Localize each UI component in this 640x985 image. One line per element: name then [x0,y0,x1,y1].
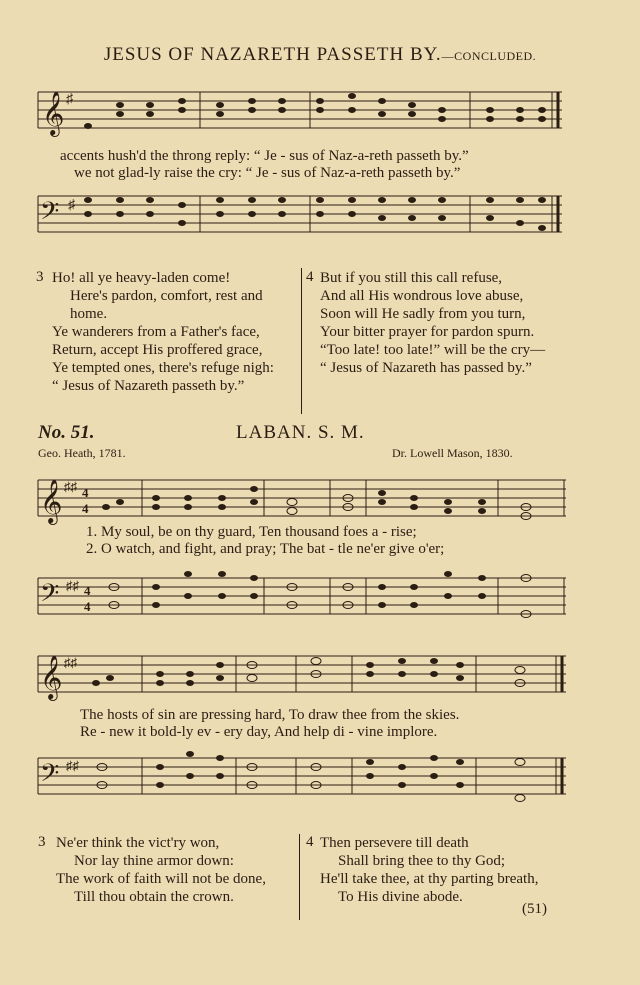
verse-4-bottom [320,834,570,906]
verse-line: “Too late! too late!” will be the cry— [320,342,546,358]
svg-text:𝄢: 𝄢 [40,197,60,232]
verse-line: Ye wanderers from a Father's face, [52,324,260,340]
svg-text:♯♯: ♯♯ [64,655,77,670]
verse-4-bottom-number: 4 [306,834,314,850]
laban-bass-staff-2 [30,748,570,812]
column-divider [299,834,300,920]
page-title-sub: —CONCLUDED. [441,49,537,63]
svg-text:𝄢: 𝄢 [40,579,60,614]
svg-text:𝄢: 𝄢 [40,759,60,794]
svg-text:♯♯: ♯♯ [66,758,79,773]
svg-text:4: 4 [84,599,91,614]
verse-4-top [320,269,570,377]
top-bass-staff [30,188,570,252]
verse-line: He'll take thee, at thy parting breath, [320,871,539,887]
verse-line: Till thou obtain the crown. [74,889,234,905]
verse-line: Ne'er think the vict'ry won, [56,835,220,851]
page-number: (51) [522,901,547,917]
laban-lyric-1-2: 2. O watch, and fight, and pray; The bat - tle ne'er give o'er; [86,541,445,557]
hymn-number: No. 51. [38,422,95,443]
svg-text:♯♯: ♯♯ [66,578,79,593]
verse-4-top-number: 4 [306,269,314,285]
verse-line: But if you still this call refuse, [320,270,503,286]
svg-text:𝄞: 𝄞 [40,655,63,699]
laban-lyric-1-1: 1. My soul, be on thy guard, Ten thousand foes a - rise; [86,524,417,540]
verse-line: “ Jesus of Nazareth passeth by.” [52,378,245,394]
verse-line: Then persevere till death [320,835,469,851]
svg-text:4: 4 [82,485,89,500]
top-treble-staff [30,82,570,150]
top-lyric-line-2: we not glad-ly raise the cry: “ Je - sus of Naz-a-reth passeth by.” [74,165,461,181]
verse-3-top-number: 3 [36,269,44,285]
verse-line: Nor lay thine armor down: [74,853,234,869]
hymn-author: Geo. Heath, 1781. [38,446,126,460]
verse-line: Your bitter prayer for pardon spurn. [320,324,535,340]
svg-text:𝄞: 𝄞 [40,479,63,523]
svg-text:♯♯: ♯♯ [64,479,77,494]
verse-line: “ Jesus of Nazareth has passed by.” [320,360,532,376]
verse-line: Ye tempted ones, there's refuge nigh: [52,360,274,376]
page-title [0,44,640,66]
laban-bass-staff-1 [30,566,570,634]
svg-text:4: 4 [82,501,89,516]
verse-3-bottom-number: 3 [38,834,46,850]
svg-text:𝄞: 𝄞 [42,91,65,135]
verse-line: Here's pardon, comfort, rest and home. [70,288,263,322]
hymn-composer: Dr. Lowell Mason, 1830. [392,446,513,460]
verse-3-bottom [56,834,298,906]
top-lyric-line-1: accents hush'd the throng reply: “ Je - sus of Naz-a-reth passeth by.” [60,148,469,164]
verse-3-top [52,269,298,395]
verse-line: To His divine abode. [338,889,463,905]
verse-line: Return, accept His proffered grace, [52,342,263,358]
page-title-main: JESUS OF NAZARETH PASSETH BY. [103,44,442,65]
verse-line: And all His wondrous love abuse, [320,288,524,304]
verse-line: The work of faith will not be done, [56,871,266,887]
verse-line: Shall bring thee to thy God; [338,853,506,869]
laban-treble-staff-1 [30,470,570,526]
svg-text:♯: ♯ [66,92,73,107]
verse-line: Soon will He sadly from you turn, [320,306,526,322]
laban-lyric-2-1: The hosts of sin are pressing hard, To draw thee from the skies. [80,707,460,723]
column-divider [301,268,302,414]
verse-line: Ho! all ye heavy-laden come! [52,270,231,286]
svg-text:4: 4 [84,583,91,598]
svg-text:♯: ♯ [68,198,75,213]
hymn-title: LABAN. S. M. [236,422,365,443]
laban-treble-staff-2 [30,648,570,708]
laban-lyric-2-2: Re - new it bold-ly ev - ery day, And help di - vine implore. [80,724,438,740]
